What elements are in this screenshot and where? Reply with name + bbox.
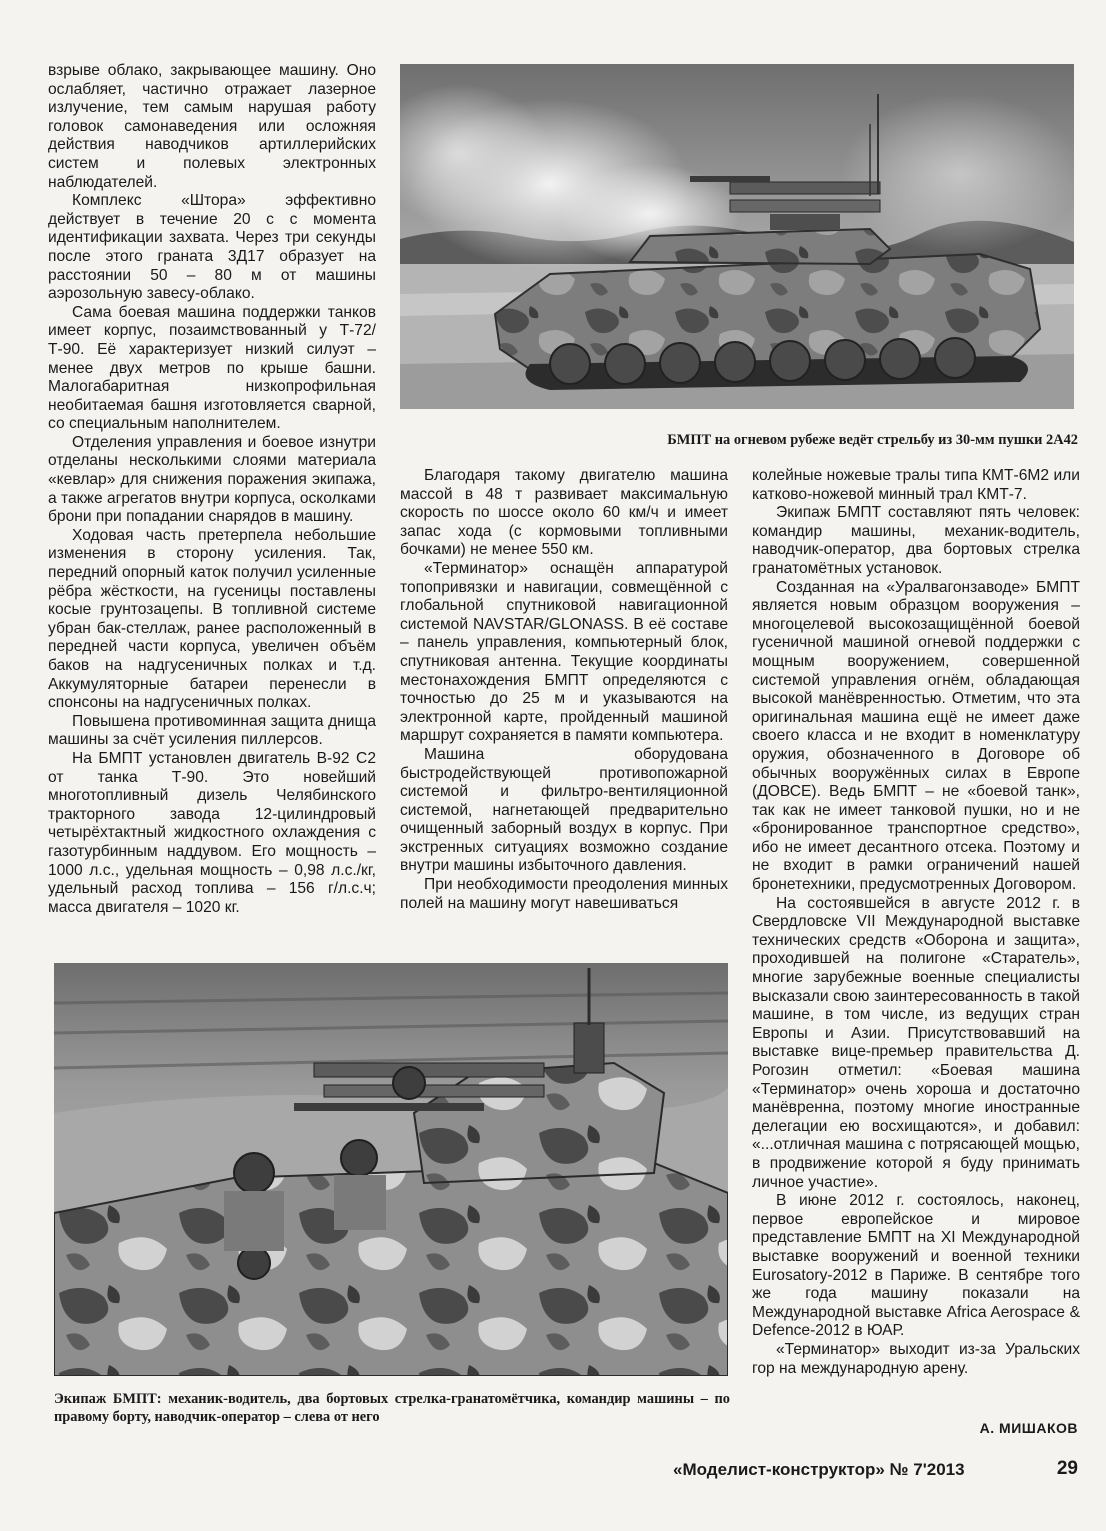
author-signature: А. МИШАКОВ: [979, 1420, 1078, 1436]
article-column-1: [48, 62, 376, 917]
photo-bmpt-firing: [400, 64, 1074, 409]
article-column-2: [400, 467, 728, 913]
paragraph: В июне 2012 г. состоялось, наконец, первое европейское и мировое представление БМПТ на XI Международной выставке вооружений и военной техники Eurosatory-2012 в Париже. В сентябре того же года машину показали на Международной выставке Africa Aerospace & Defence-2012 в ЮАР.: [752, 1192, 1080, 1340]
paragraph: «Терминатор» выходит из-за Уральских гор на международную арену.: [752, 1340, 1080, 1377]
paragraph: При необходимости преодоления минных полей на машину могут навешиваться: [400, 876, 728, 912]
paragraph: Повышена противоминная защита днища машины за счёт усиления пиллерсов.: [48, 712, 376, 749]
paragraph: Отделения управления и боевое изнутри отделаны несколькими слоями материала «кевлар» для снижения поражения экипажа, а также агрегатов внутри корпуса, осколками брони при попадании снарядов в машину.: [48, 433, 376, 526]
article-column-3: [752, 467, 1080, 1378]
paragraph: «Терминатор» оснащён аппаратурой топопривязки и навигации, совмещённой с глобальной спутниковой навигационной системой NAVSTAR/GLONASS. В её составе – панель управления, компьютерный блок, спутниковая антенна. Текущие координаты местонахождения БМПТ определяются с точностью до 25 м и указываются на электронной карте, пройденный машиной маршрут сохраняется в памяти компьютера.: [400, 559, 728, 745]
photo-caption-top: БМПТ на огневом рубеже ведёт стрельбу из 30-мм пушки 2А42: [667, 432, 1078, 448]
paragraph: Созданная на «Уралвагонзаводе» БМПТ является новым образцом вооружения – многоцелевой высокозащищённой боевой гусеничной машиной огневой поддержки с мощным вооружением, совершенной системой управления огнём, обладающая высокой манёвренностью. Отметим, что эта оригинальная машина ещё не имеет даже своего класса и не входит в номенклатуру оружия, обозначенного в Договоре об обычных вооружённых силах в Европе (ДОВСЕ). Ведь БМПТ – не «боевой танк», так как не имеет танковой пушки, но и не «бронированное транспортное средство», ибо не имеет десантного отсека. Поэтому и не входит в рамки ограничений нашей бронетехники, предусмотренных Договором.: [752, 578, 1080, 894]
page-number: 29: [1056, 1458, 1078, 1479]
paragraph: Комплекс «Штора» эффективно действует в течение 20 с с момента идентификации захвата. Через три секунды после этого граната 3Д17 образует на расстоянии 50 – 80 м от машины аэрозольную завесу-облако.: [48, 192, 376, 303]
paragraph: Благодаря такому двигателю машина массой в 48 т развивает максимальную скорость по шоссе около 60 км/ч и имеет запас хода (с кормовыми топливными бочками) не менее 550 км.: [400, 467, 728, 559]
paragraph: На БМПТ установлен двигатель В-92 С2 от танка Т-90. Это новейший многотопливный дизель Челябинского тракторного завода 12-цилиндровый четырёхтактный жидкостного охлаждения с газотурбинным наддувом. Его мощность – 1000 л.с., удельная мощность – 0,98 л.с./кг, удельный расход топлива – 156 г/л.с.ч; масса двигателя – 1020 кг.: [48, 749, 376, 916]
paragraph: Ходовая часть претерпела небольшие изменения в сторону усиления. Так, передний опорный каток получил усиленные рёбра жёсткости, на гусеницы поставлены косые грунтозацепы. В топливной системе убран бак-стеллаж, ранее расположенный в передней части корпуса, увеличен объём баков на надгусеничных полках и т.д. Аккумуляторные батареи перенесли в спонсоны на надгусеничных полках.: [48, 526, 376, 712]
paragraph: На состоявшейся в августе 2012 г. в Свердловске VII Международной выставке технических средств «Оборона и защита», проходившей на полигоне «Старатель», многие зарубежные военные специалисты высказали свою заинтересованность в такой машине, в том числе, из ведущих стран Европы и Азии. Присутствовавший на выставке вице-премьер правительства Д. Рогозин отметил: «Боевая машина «Терминатор» очень хороша и достаточно манёвренна, поэтому многие иностранные делегации ею восхищаются», и добавил: «...отличная машина с потрясающей мощью, в продвижение которой я буду принимать личное участие».: [752, 894, 1080, 1191]
paragraph: взрыве облако, закрывающее машину. Оно ослабляет, частично отражает лазерное излучение, тем самым нарушая работу головок самонаведения или осложняя действия наводчиков артиллерийских систем и полевых электронных наблюдателей.: [48, 62, 376, 191]
photo-caption-bottom: Экипаж БМПТ: механик-водитель, два бортовых стрелка-гранатомётчика, командир машины – по правому борту, наводчик-оператор – слева от него: [54, 1391, 730, 1425]
paragraph: Машина оборудована быстродействующей противопожарной системой и фильтро-вентиляционной системой, нагнетающей предварительно очищенный заборный воздух в корпус. При экстренных ситуациях возможно создание внутри машины избыточного давления.: [400, 745, 728, 875]
paragraph: Сама боевая машина поддержки танков имеет корпус, позаимствованный у Т-72/Т-90. Её характеризует низкий силуэт – менее двух метров по крыше башни. Малогабаритная низкопрофильная необитаемая башня изготовляется сварной, со специальным наполнителем.: [48, 303, 376, 433]
journal-footer: «Моделист-конструктор» № 7'2013: [673, 1460, 965, 1479]
paragraph: Экипаж БМПТ составляют пять человек: командир машины, механик-водитель, наводчик-оператор, два бортовых стрелка гранатомётных установок.: [752, 504, 1080, 577]
photo-bmpt-crew: [54, 963, 728, 1376]
paragraph: колейные ножевые тралы типа КМТ-6М2 или катково-ножевой минный трал КМТ-7.: [752, 467, 1080, 503]
